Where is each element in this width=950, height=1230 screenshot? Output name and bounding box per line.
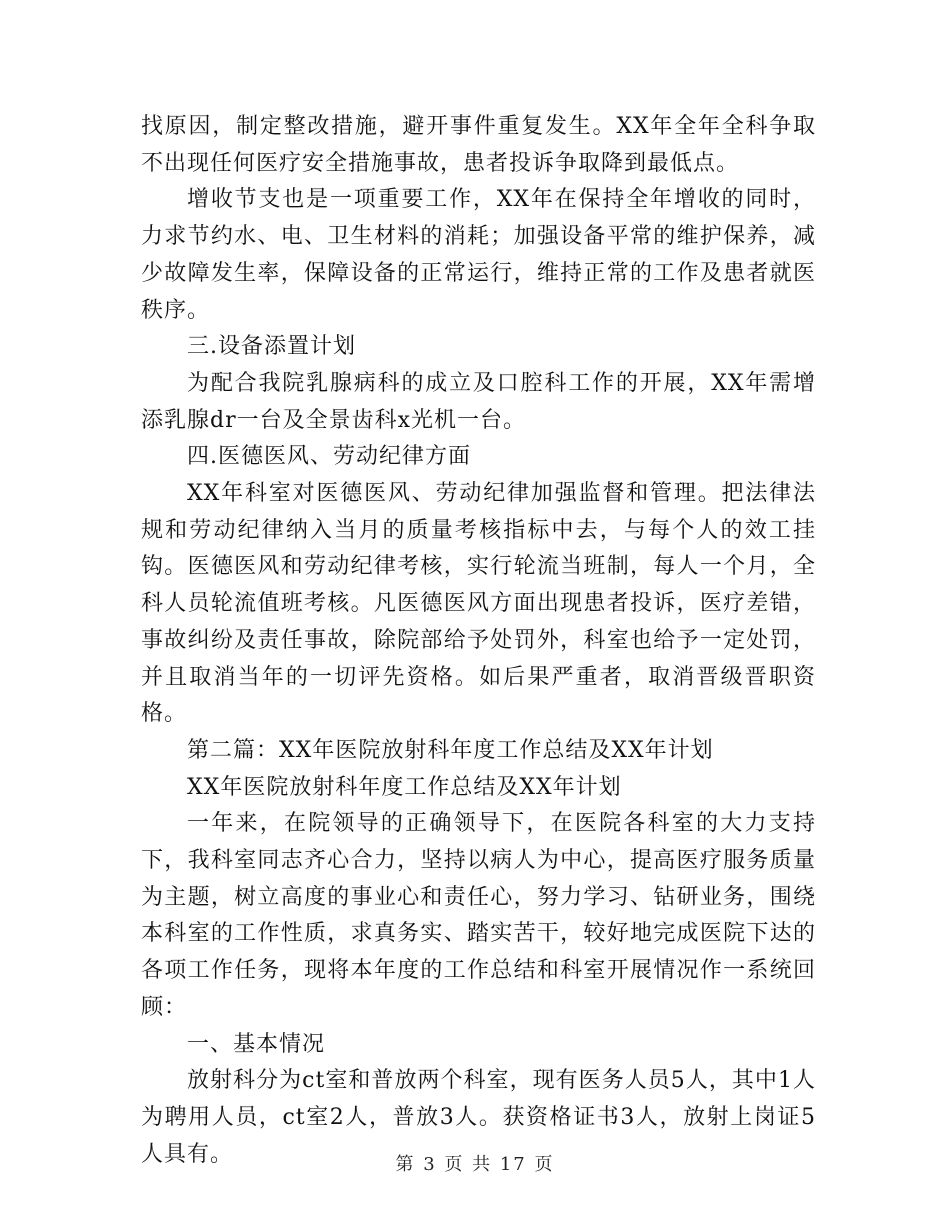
chapter-title: 第二篇：XX年医院放射科年度工作总结及XX年计划	[187, 737, 714, 763]
paragraph: 找原因，制定整改措施，避开事件重复发生。XX年全年全科争取不出现任何医疗安全措施事故，患者投诉争取降到最低点。	[141, 114, 816, 176]
section-heading: 一、基本情况	[187, 1031, 326, 1057]
paragraph: XX年科室对医德医风、劳动纪律加强监督和管理。把法律法规和劳动纪律纳入当月的质量考核指标中去，与每个人的效工挂钩。医德医风和劳动纪律考核，实行轮流当班制，每人一个月，全科人员轮流值班考核。凡医德医风方面出现患者投诉，医疗差错，事故纠纷及责任事故，除院部给予处罚外，科室也给予一定处罚，并且取消当年的一切评先资格。如后果严重者，取消晋级晋职资格。	[141, 481, 816, 727]
page-number-footer: 第 3 页 共 17 页	[395, 1154, 555, 1175]
paragraph: 增收节支也是一项重要工作，XX年在保持全年增收的同时，力求节约水、电、卫生材料的消耗；加强设备平常的维护保养，减少故障发生率，保障设备的正常运行，维持正常的工作及患者就医秩序。	[141, 187, 816, 323]
section-heading: 三.设备添置计划	[187, 334, 356, 360]
paragraph: 为配合我院乳腺病科的成立及口腔科工作的开展，XX年需增添乳腺dr一台及全景齿科x光机一台。	[141, 370, 816, 433]
chapter-subtitle: XX年医院放射科年度工作总结及XX年计划	[187, 774, 622, 800]
paragraph: 一年来，在院领导的正确领导下，在医院各科室的大力支持下，我科室同志齐心合力，坚持以病人为中心，提高医疗服务质量为主题，树立高度的事业心和责任心，努力学习、钻研业务，围绕本科室的工作性质，求真务实、踏实苦干，较好地完成医院下达的各项工作任务，现将本年度的工作总结和科室开展情况作一系统回顾：	[141, 811, 816, 1020]
section-heading: 四.医德医风、劳动纪律方面	[187, 444, 471, 470]
paragraph: 放射科分为ct室和普放两个科室，现有医务人员5人，其中1人为聘用人员，ct室2人，普放3人。获资格证书3人，放射上岗证5人具有。	[141, 1068, 816, 1167]
document-body	[141, 109, 816, 1173]
